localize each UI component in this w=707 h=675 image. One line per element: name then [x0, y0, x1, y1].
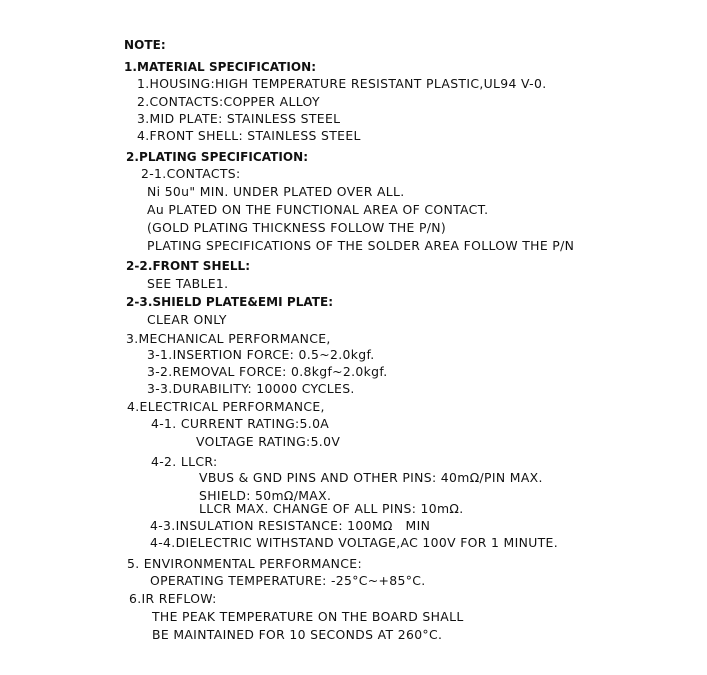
- material-item-contacts: 2.CONTACTS:COPPER ALLOY: [137, 94, 320, 109]
- plating-contacts-line: Au PLATED ON THE FUNCTIONAL AREA OF CONTACT.: [147, 202, 489, 217]
- electrical-insulation: 4-3.INSULATION RESISTANCE: 100MΩ MIN: [150, 518, 431, 533]
- environmental-operating: OPERATING TEMPERATURE: -25°C~+85°C.: [150, 573, 426, 588]
- electrical-voltage: VOLTAGE RATING:5.0V: [196, 434, 341, 449]
- plating-shield-label: 2-3.SHIELD PLATE&EMI PLATE:: [126, 295, 334, 309]
- electrical-current: 4-1. CURRENT RATING:5.0A: [151, 416, 330, 431]
- mechanical-heading: 3.MECHANICAL PERFORMANCE,: [126, 331, 331, 346]
- environmental-heading: 5. ENVIRONMENTAL PERFORMANCE:: [127, 556, 362, 571]
- electrical-llcr-line: VBUS & GND PINS AND OTHER PINS: 40mΩ/PIN MAX.: [199, 470, 543, 485]
- reflow-line: THE PEAK TEMPERATURE ON THE BOARD SHALL: [152, 609, 464, 624]
- plating-shield-value: CLEAR ONLY: [147, 312, 227, 327]
- material-item-housing: 1.HOUSING:HIGH TEMPERATURE RESISTANT PLASTIC,UL94 V-0.: [137, 76, 547, 91]
- plating-heading: 2.PLATING SPECIFICATION:: [126, 150, 309, 164]
- mechanical-item-insertion: 3-1.INSERTION FORCE: 0.5~2.0kgf.: [147, 347, 375, 362]
- electrical-llcr-line: SHIELD: 50mΩ/MAX.: [199, 488, 332, 503]
- plating-contacts-line: (GOLD PLATING THICKNESS FOLLOW THE P/N): [147, 220, 447, 235]
- electrical-llcr-line: LLCR MAX. CHANGE OF ALL PINS: 10mΩ.: [199, 501, 464, 516]
- mechanical-item-durability: 3-3.DURABILITY: 10000 CYCLES.: [147, 381, 355, 396]
- plating-contacts-line: PLATING SPECIFICATIONS OF THE SOLDER AREA FOLLOW THE P/N: [147, 238, 575, 253]
- reflow-line: BE MAINTAINED FOR 10 SECONDS AT 260°C.: [152, 627, 443, 642]
- electrical-llcr-label: 4-2. LLCR:: [151, 454, 218, 469]
- plating-contacts-label: 2-1.CONTACTS:: [141, 166, 241, 181]
- material-item-mid-plate: 3.MID PLATE: STAINLESS STEEL: [137, 111, 341, 126]
- material-heading: 1.MATERIAL SPECIFICATION:: [124, 60, 317, 74]
- electrical-dielectric: 4-4.DIELECTRIC WITHSTAND VOLTAGE,AC 100V FOR 1 MINUTE.: [150, 535, 559, 550]
- note-title: NOTE:: [124, 38, 166, 52]
- mechanical-item-removal: 3-2.REMOVAL FORCE: 0.8kgf~2.0kgf.: [147, 364, 388, 379]
- reflow-heading: 6.IR REFLOW:: [129, 591, 217, 606]
- material-item-front-shell: 4.FRONT SHELL: STAINLESS STEEL: [137, 128, 361, 143]
- plating-front-shell-value: SEE TABLE1.: [147, 276, 229, 291]
- electrical-heading: 4.ELECTRICAL PERFORMANCE,: [127, 399, 325, 414]
- plating-front-shell-label: 2-2.FRONT SHELL:: [126, 259, 251, 273]
- plating-contacts-line: Ni 50u" MIN. UNDER PLATED OVER ALL.: [147, 184, 405, 199]
